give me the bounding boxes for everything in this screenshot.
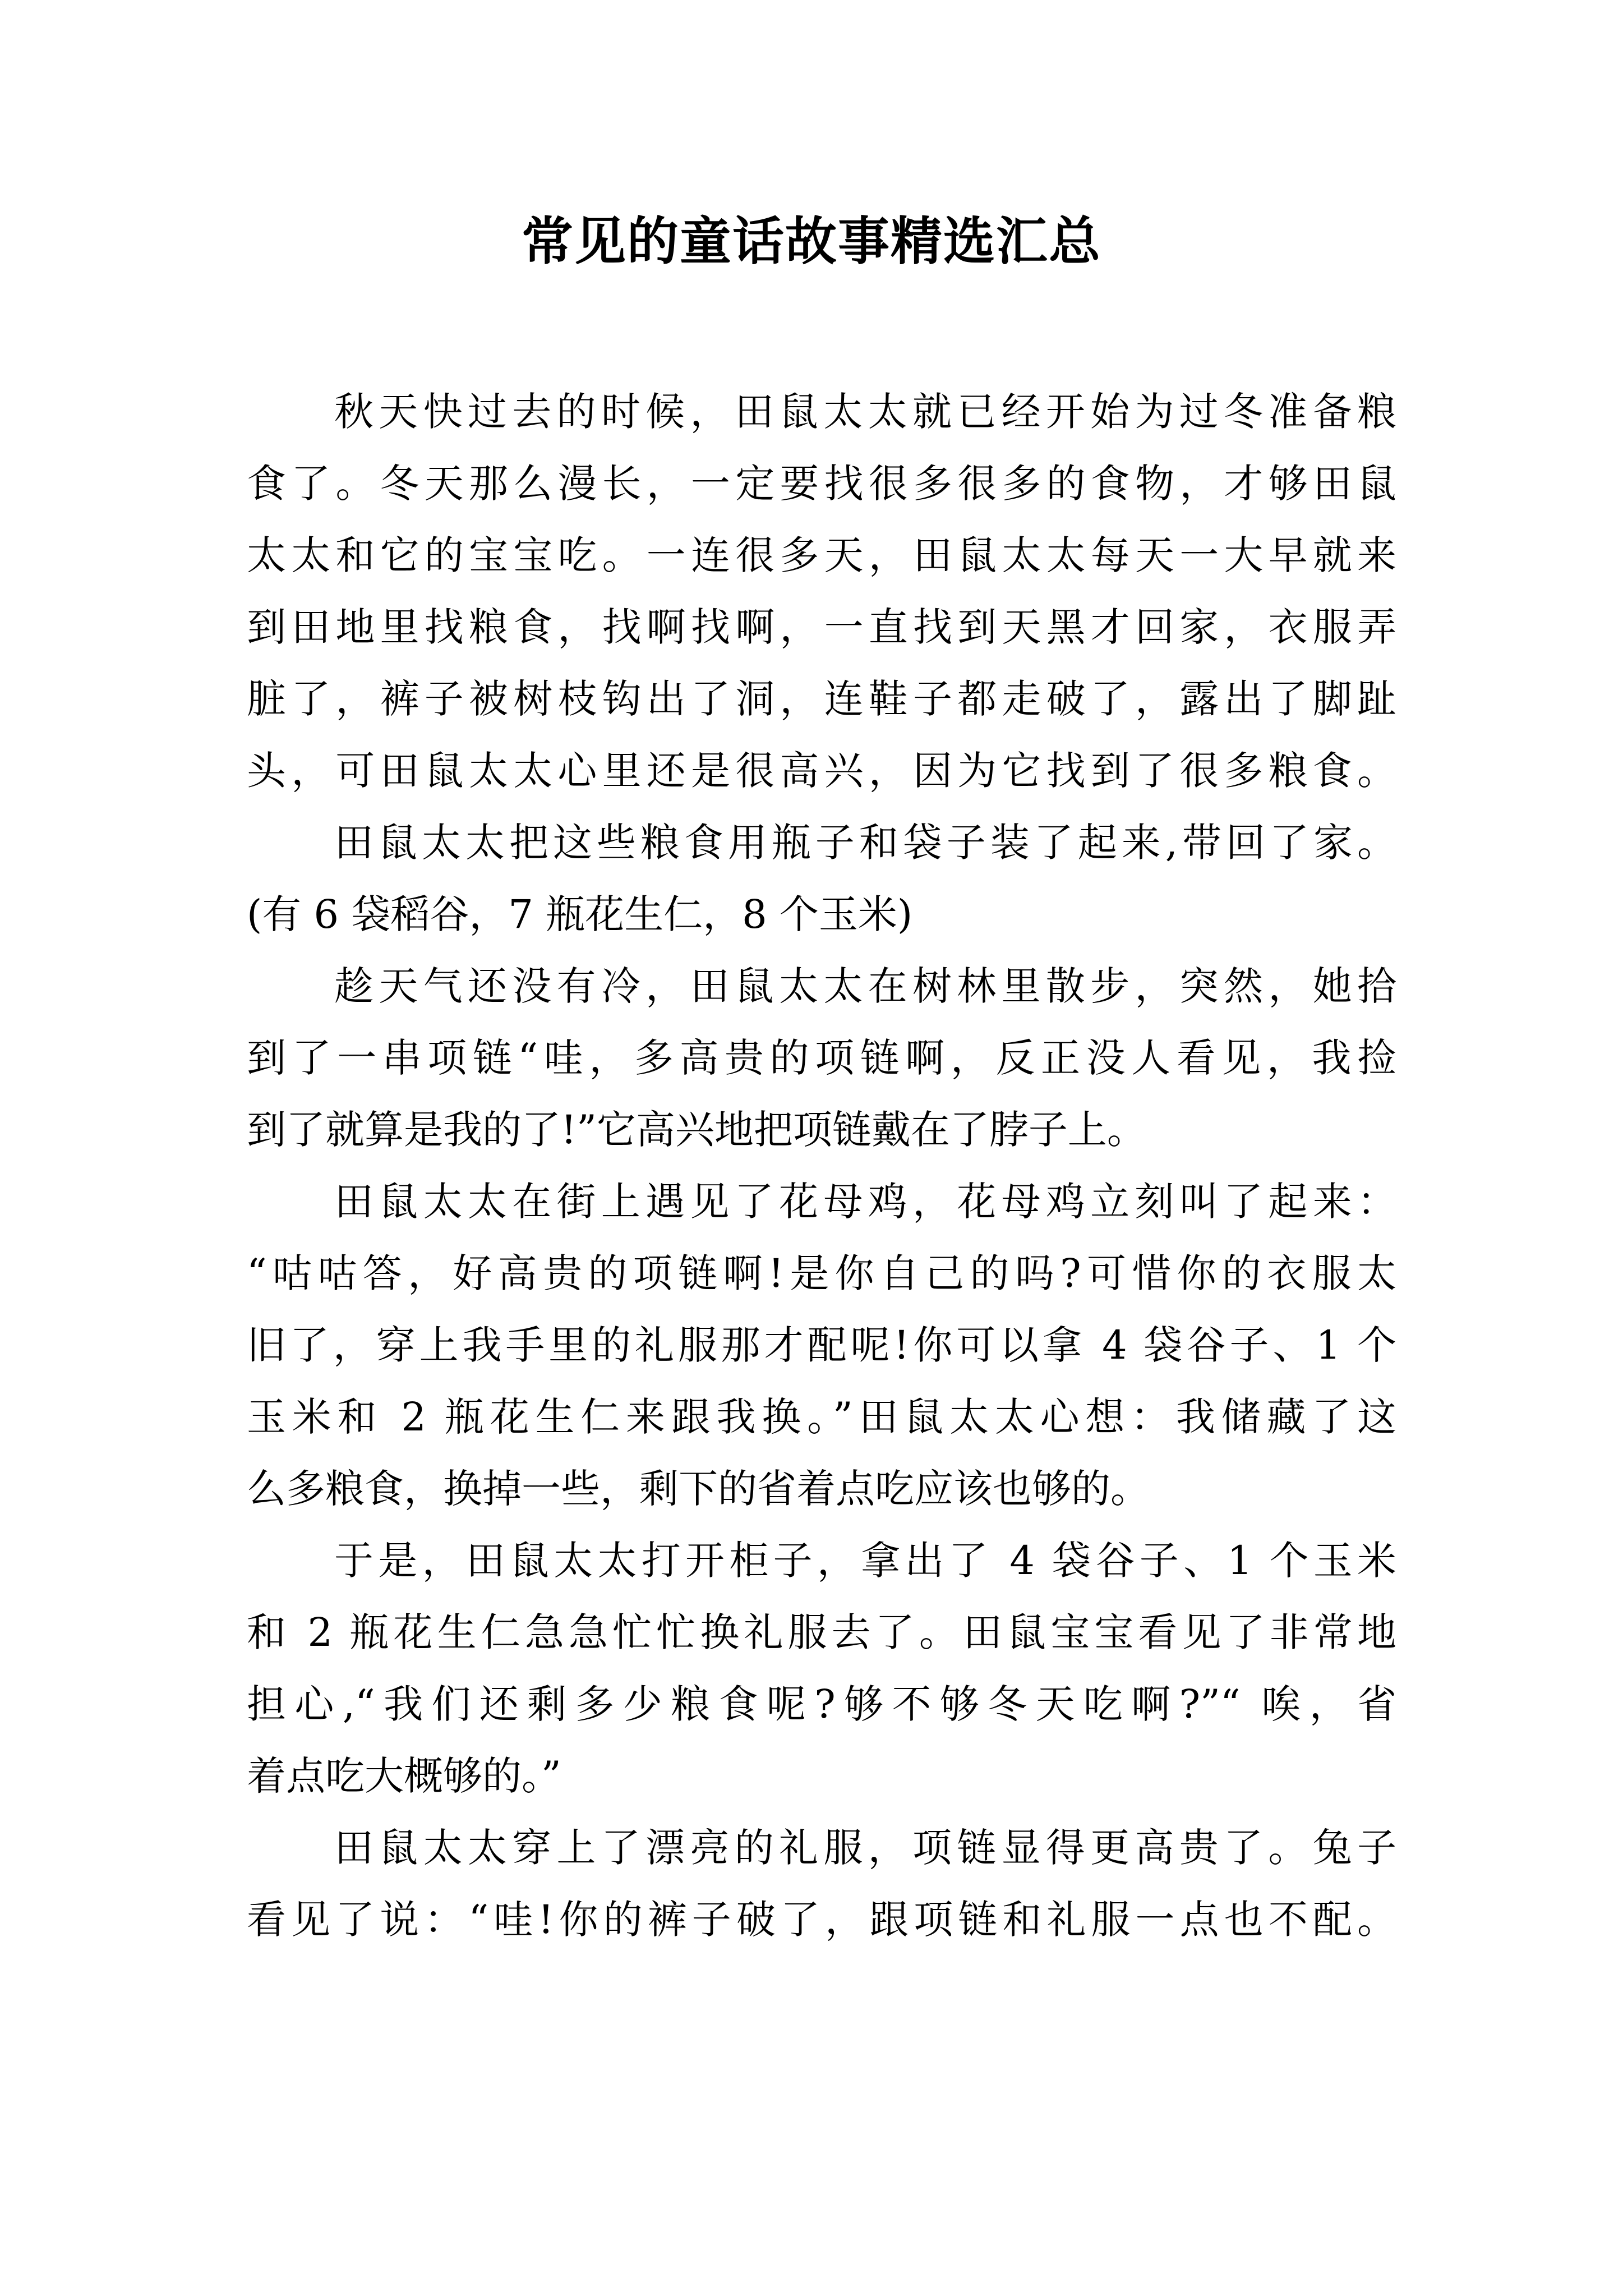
text-line: 田鼠太太在街上遇见了花母鸡，花母鸡立刻叫了起来：: [334, 1179, 1396, 1225]
text-line: 着点吃大概够的。”: [247, 1753, 561, 1799]
text-line: 到了就算是我的了!”它高兴地把项链戴在了脖子上。: [247, 1107, 1146, 1153]
text-line: 么多粮食，换掉一些，剩下的省着点吃应该也够的。: [247, 1466, 1150, 1512]
document-body: [247, 376, 1396, 1955]
text-line: 玉米和 2 瓶花生仁来跟我换。”田鼠太太心想：我储藏了这: [247, 1394, 1396, 1440]
text-line: 担心,“我们还剩多少粮食呢?够不够冬天吃啊?”“ 唉，省: [247, 1681, 1396, 1727]
text-line: 和 2 瓶花生仁急急忙忙换礼服去了。田鼠宝宝看见了非常地: [247, 1609, 1396, 1655]
text-line: 田鼠太太把这些粮食用瓶子和袋子装了起来,带回了家。: [334, 820, 1396, 866]
document-title: 常见的童话故事精选汇总: [521, 211, 1101, 272]
text-line: 脏了，裤子被树枝钩出了洞，连鞋子都走破了，露出了脚趾: [247, 676, 1396, 722]
text-line: 田鼠太太穿上了漂亮的礼服，项链显得更高贵了。兔子: [334, 1825, 1396, 1871]
text-line: “咕咕答，好高贵的项链啊!是你自己的吗?可惜你的衣服太: [247, 1250, 1396, 1296]
text-line: 于是，田鼠太太打开柜子，拿出了 4 袋谷子、1 个玉米: [334, 1538, 1396, 1584]
text-line: 趁天气还没有冷，田鼠太太在树林里散步，突然，她拾: [334, 963, 1396, 1009]
text-line: 食了。冬天那么漫长，一定要找很多很多的食物，才够田鼠: [247, 461, 1396, 507]
text-line: 头，可田鼠太太心里还是很高兴，因为它找到了很多粮食。: [247, 748, 1396, 794]
text-line: 看见了说：“哇!你的裤子破了，跟项链和礼服一点也不配。: [247, 1897, 1396, 1943]
text-line: 到田地里找粮食，找啊找啊，一直找到天黑才回家，衣服弄: [247, 604, 1396, 650]
text-line: 旧了，穿上我手里的礼服那才配呢!你可以拿 4 袋谷子、1 个: [247, 1322, 1396, 1368]
text-line: 秋天快过去的时候，田鼠太太就已经开始为过冬准备粮: [334, 389, 1396, 435]
text-line: 到了一串项链“哇，多高贵的项链啊，反正没人看见，我捡: [247, 1035, 1396, 1081]
text-line: (有 6 袋稻谷，7 瓶花生仁，8 个玉米): [247, 891, 913, 937]
text-line: 太太和它的宝宝吃。一连很多天，田鼠太太每天一大早就来: [247, 532, 1396, 578]
